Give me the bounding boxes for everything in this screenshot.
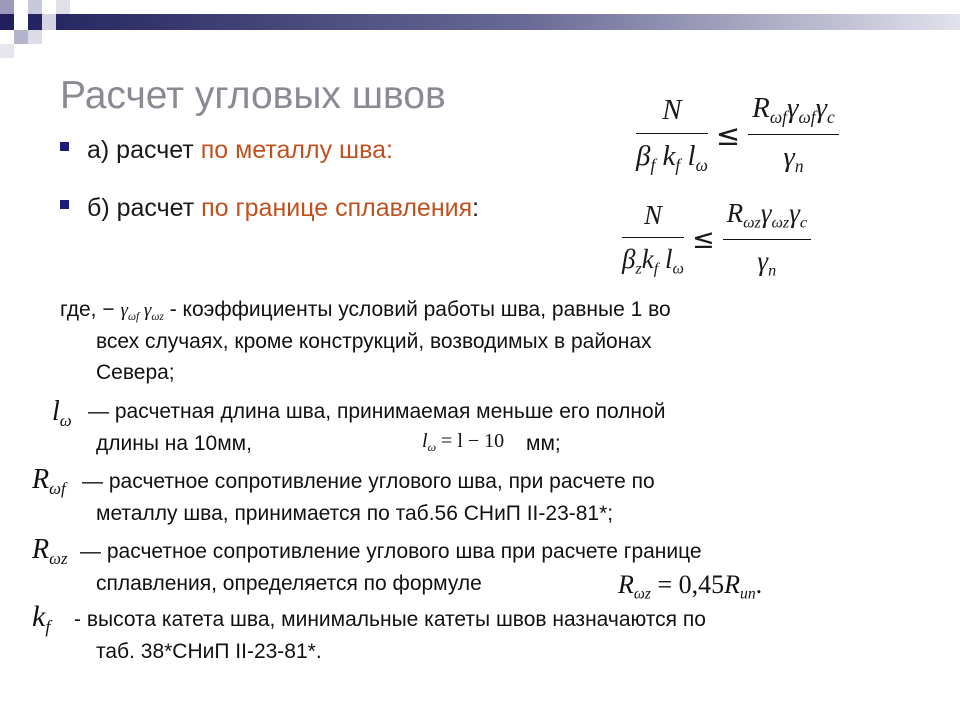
le-sign: ≤: [691, 223, 715, 255]
formula-left-fraction: $\frac{N}{\beta_zk_f l_\omega}$: [622, 199, 684, 278]
symbol-kf: $k_f$: [32, 600, 51, 637]
bullet-metal: а) расчет по металлу шва:: [60, 136, 393, 165]
deco-square: [28, 30, 42, 44]
where-line-1: где, − $\gamma_{\omega f}$ $\gamma_{\omega z}$ - коэффициенты условий работы шва, равные 1 во: [60, 298, 671, 323]
formula-metal: [636, 92, 839, 177]
rwf-line-1: — расчетное сопротивление углового шва, при расчете по: [82, 470, 655, 493]
symbol-rwf: $R_{\omega f}$: [32, 464, 66, 498]
rwz-formula: $R_{\omega z} = 0,45R_{un}$.: [618, 570, 763, 603]
formula-left-fraction: $\frac{N}{\beta_f k_f l_\omega}$: [636, 93, 708, 175]
deco-square: [14, 30, 28, 44]
rwf-line-2: металлу шва, принимается по таб.56 СНиП II-23-81*;: [96, 502, 614, 525]
page-title: Расчет угловых швов: [60, 74, 446, 117]
lw-formula: $l_\omega = l - 10$: [422, 430, 505, 455]
header-decoration: [0, 0, 960, 60]
formula-right-fraction: $\frac{R_{\omega z}\gamma_{\omega z}\gamma_c}{\gamma_n}$: [723, 198, 811, 280]
symbol-lw: $l_\omega$: [52, 396, 72, 430]
formula-right-fraction: $\frac{R_{\omega f}\gamma_{\omega f}\gamma_c}{\gamma_n}$: [748, 92, 839, 177]
deco-square: [28, 0, 42, 14]
bullet-highlight: по границе сплавления: [201, 194, 473, 222]
deco-square: [42, 14, 56, 30]
deco-square: [0, 0, 14, 14]
rwz-line-1: — расчетное сопротивление углового шва при расчете границе: [80, 540, 702, 563]
kf-line-1: - высота катета шва, минимальные катеты швов назначаются по: [74, 608, 706, 631]
bullet-highlight: по металлу шва:: [200, 136, 393, 164]
bullet-boundary: б) расчет по границе сплавления:: [60, 194, 479, 223]
lw-line-2: длины на 10мм,: [96, 432, 252, 455]
where-line-3: Севера;: [96, 361, 175, 384]
deco-square: [0, 44, 14, 58]
bullet-square-icon: [60, 142, 69, 151]
lw-unit: мм;: [526, 432, 561, 455]
header-bar: [0, 14, 960, 30]
rwz-line-2: сплавления, определяется по формуле: [96, 572, 482, 595]
lw-line-1: — расчетная длина шва, принимаемая меньше его полной: [88, 400, 666, 423]
kf-line-2: таб. 38*СНиП II-23-81*.: [96, 640, 322, 663]
formula-boundary: [622, 198, 811, 280]
symbol-rwz: $R_{\omega z}$: [32, 534, 68, 568]
bullet-square-icon: [60, 200, 69, 209]
where-line-2: всех случаях, кроме конструкций, возводимых в районах: [96, 330, 652, 353]
deco-square: [14, 14, 28, 30]
deco-square: [56, 0, 70, 14]
le-sign: ≤: [715, 117, 741, 152]
